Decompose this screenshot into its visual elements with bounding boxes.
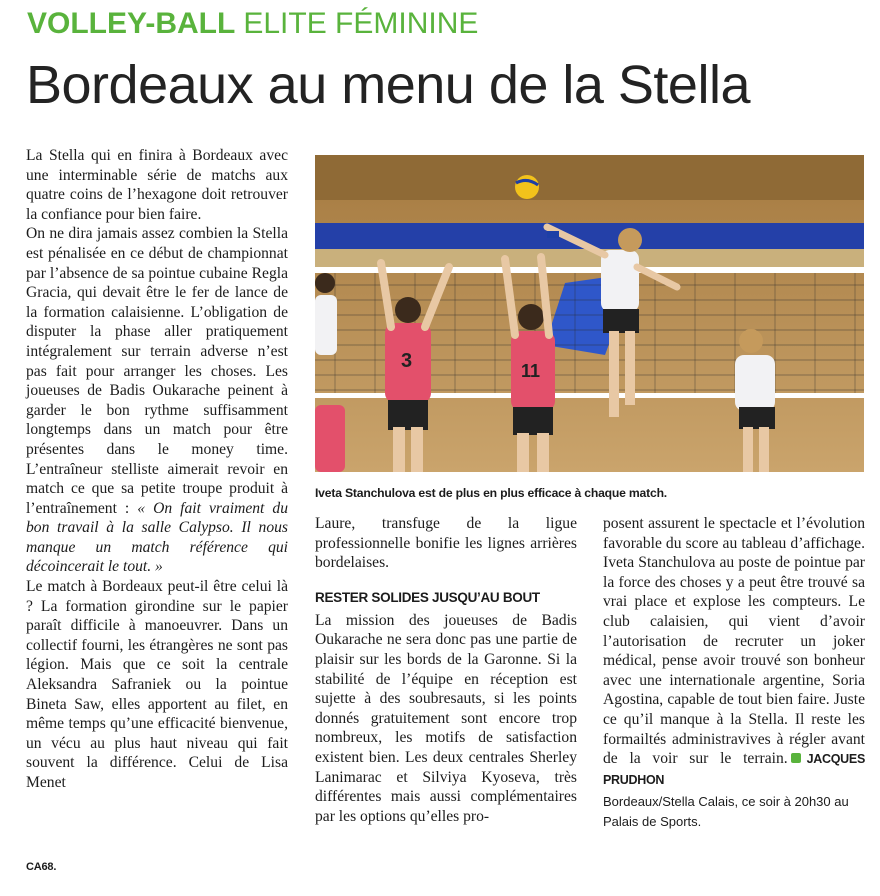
paragraph-body [603,514,865,790]
section-subhead: RESTER SOLIDES JUSQU’AU BOUT [315,589,540,605]
coach-quote: « On fait vraiment du bon travail à la salle Calypso. Il nous manque un match référence qui décoincerait le tout. » [26,499,288,576]
photo-caption: Iveta Stanchulova est de plus en plus efficace à chaque match. [315,486,667,500]
paragraph-body-text: posent assurent le spectacle et l’évolution favorable du score au tableau d’affichage. Iveta Stanchulova au poste de pointue par la force des choses y a peut être trouvé sa vrai place et explose les compteurs. Le club calaisien, qui vient d’avoir l’autorisation de recruter un joker médical, pense avoir trouvé son bonheur avec une internationale argentine, Soria Agostina, capable de tout bien faire. Juste ce qu’il manque à la Stella. Il reste les formailtés administravives à régler avant de la voir sur le terrain. [603,515,865,768]
paragraph-body: La mission des joueuses de Badis Oukarache ne sera donc pas une partie de plaisir sur les bords de la Garonne. Si la stabilité de l’équipe en réception est sujette à des soubresauts, si les points donnés gratuitement sont encore trop nombreux, les motifs de satisfaction existent bien. Les deux centrales Sherley Lanimarac et Silviya Kyoseva, très différentes mais aussi complémentaires par les options qu’elles pro- [315,611,577,825]
article-column-3 [603,514,865,832]
section-kicker [27,6,478,42]
article-photo [315,155,864,472]
paragraph-body: Laure, transfuge de la ligue professionnelle bonifie les lignes arrières bordelaises. [315,515,577,572]
kicker-sport: VOLLEY-BALL [27,7,236,40]
article-column-1 [26,146,288,793]
paragraph-body: Le match à Bordeaux peut-il être celui là ? La formation girondine sur le papier paraît difficile à manoeuvrer. Dans un collectif fourni, les étrangères ne sont pas légion. Mais que ce soit la centrale Aleksandra Safraniek ou la pointue Bineta Saw, elles apportent au filet, en même temps qu’une efficacité bienvenue, un vécu au plus haut niveau qui fait souvent la différence. Celui de Lisa Menet [26,578,288,791]
kicker-category: ELITE FÉMININE [243,7,479,40]
match-info: Bordeaux/Stella Calais, ce soir à 20h30 au Palais de Sports. [603,794,849,830]
svg-text:3: 3 [401,350,413,372]
paragraph-body [26,224,288,577]
volleyball-photo-illustration [315,155,864,472]
author-signature: JACQUES PRUDHON [603,752,865,787]
page-footer-code: CA68. [26,861,57,873]
green-square-icon [791,753,801,763]
paragraph-intro: La Stella qui en finira à Bordeaux avec une interminable série de matchs aux quatre coins de l’hexagone doit retrouver la confiance pour bien faire. [26,147,288,223]
paragraph-body-text: On ne dira jamais assez combien la Stella est pénalisée en ce début de championnat par l’absence de sa pointue cubaine Regla Gracia, qui devait être le fer de lance de la formation calaisienne. L’obligation de disputer la phase aller pratiquement intégralement sur terrain adverse n’est pas fait pour arranger les choses. Les joueuses de Badis Oukarache peinent à garder le bon rythme suffisamment longtemps dans un match pour être présentes dans le money time. L’entraîneur stelliste aimerait revoir en match ce que sa petite troupe produit à l’entraînement : [26,225,288,517]
article-column-2 [315,514,577,826]
svg-text:11: 11 [521,361,541,381]
article-headline: Bordeaux au menu de la Stella [26,55,750,115]
